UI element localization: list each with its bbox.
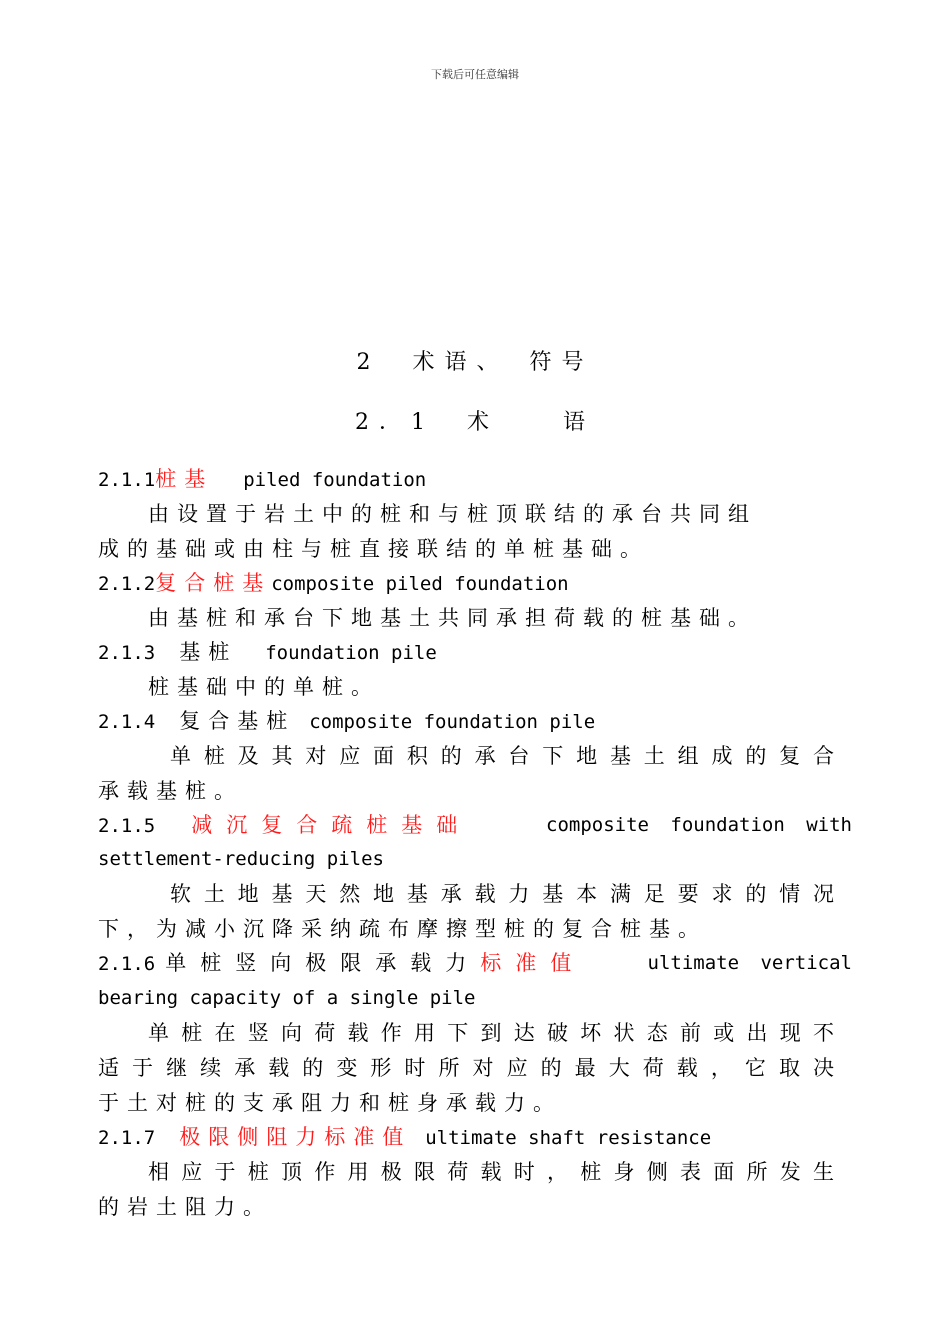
definition-line: 适于继续承载的变形时所对应的最大荷载，它取决 xyxy=(98,1056,842,1080)
term-number: 2.1.1 xyxy=(98,469,156,491)
term-number: 2.1.2 xyxy=(98,573,156,595)
term-en-continued: bearing capacity of a single pile xyxy=(98,987,476,1009)
term-2-1-3 xyxy=(98,638,858,667)
chapter-title: 2 术语、 符号 xyxy=(356,350,594,375)
term-en: piled foundation xyxy=(243,469,427,491)
term-en-continued: settlement-reducing piles xyxy=(98,848,384,870)
term-number: 2.1.5 xyxy=(98,815,156,837)
definition-line: 的岩土阻力。 xyxy=(98,1195,272,1219)
term-zh: 标准值 xyxy=(480,951,586,975)
term-en: foundation pile xyxy=(265,642,437,664)
definition-line: 由设置于岩土中的桩和与桩顶联结的承台共同组 xyxy=(148,502,757,526)
definition-line: 于土对桩的支承阻力和桩身承载力。 xyxy=(98,1091,562,1115)
term-zh: 极限侧阻力标准值 xyxy=(179,1125,412,1149)
term-en: composite piled foundation xyxy=(271,573,569,595)
term-number: 2.1.4 xyxy=(98,711,156,733)
term-2-1-7 xyxy=(98,1123,858,1152)
term-en: composite foundation pile xyxy=(309,711,596,733)
definition-line: 成的基础或由柱与桩直接联结的单桩基础。 xyxy=(98,537,649,561)
header-watermark: 下载后可任意编辑 xyxy=(431,68,519,81)
term-en: ultimate shaft resistance xyxy=(425,1127,712,1149)
term-zh: 复合基桩 xyxy=(179,709,296,733)
term-number: 2.1.6 xyxy=(98,953,156,975)
definition-line: 软土地基天然地基承载力基本满足要求的情况 xyxy=(170,882,842,906)
term-number: 2.1.3 xyxy=(98,642,156,664)
term-2-1-5 xyxy=(98,811,852,840)
definition-line: 桩基础中的单桩。 xyxy=(148,675,380,699)
term-zh: 减沉复合疏桩基础 xyxy=(191,813,472,837)
term-en: ultimate vertical xyxy=(647,952,852,974)
term-2-1-4 xyxy=(98,707,858,736)
definition-line: 单桩及其对应面积的承台下地基土组成的复合 xyxy=(170,744,842,768)
term-2-1-1 xyxy=(98,465,858,494)
term-zh: 复合桩基 xyxy=(155,571,272,595)
definition-line: 下，为减小沉降采纳疏布摩擦型桩的复合桩基。 xyxy=(98,917,707,941)
term-2-1-6 xyxy=(98,949,852,978)
definition-line: 由基桩和承台下地基土共同承担荷载的桩基础。 xyxy=(148,606,757,630)
definition-line: 单桩在竖向荷载作用下到达破坏状态前或出现不 xyxy=(148,1021,842,1045)
term-en: composite foundation with xyxy=(546,814,852,836)
term-number: 2.1.7 xyxy=(98,1127,156,1149)
term-zh-prefix: 单桩竖向极限承载力 xyxy=(165,951,481,975)
section-title: 2．1 术 语 xyxy=(355,410,595,435)
term-zh: 桩基 xyxy=(155,467,214,491)
definition-line: 承载基桩。 xyxy=(98,779,243,803)
term-2-1-2 xyxy=(98,569,858,598)
definition-line: 相应于桩顶作用极限荷载时，桩身侧表面所发生 xyxy=(148,1160,842,1184)
term-zh: 基桩 xyxy=(179,640,238,664)
